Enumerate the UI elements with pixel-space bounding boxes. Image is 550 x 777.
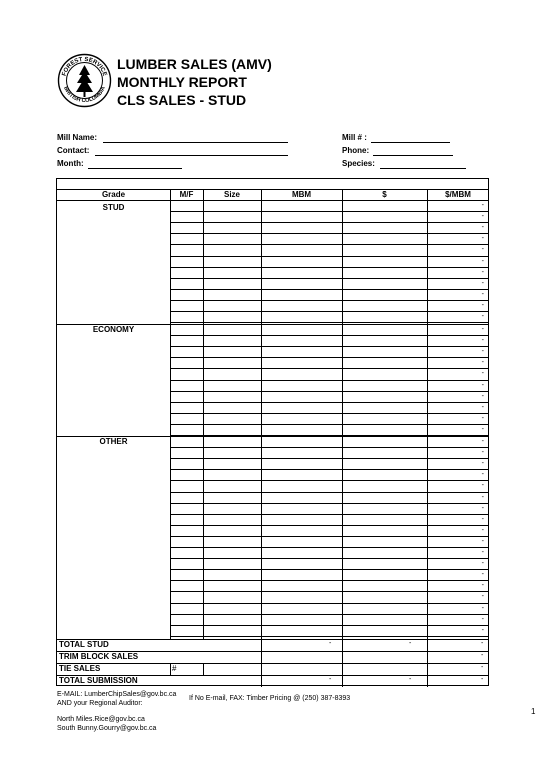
mill-number-field[interactable] — [371, 142, 450, 143]
totals-row-line — [57, 663, 488, 664]
row-line — [170, 335, 488, 336]
totals-row-line — [57, 675, 488, 676]
total-submission-label: TOTAL SUBMISSION — [59, 676, 138, 685]
row-line — [170, 458, 488, 459]
footer-south: South Bunny.Gourry@gov.bc.ca — [57, 725, 157, 732]
row-line — [170, 222, 488, 223]
dollars-per-mbm-cell[interactable]: - — [481, 313, 484, 320]
forest-service-logo — [57, 53, 112, 108]
totals-value-cell: - — [481, 676, 484, 683]
row-line — [170, 211, 488, 212]
mill-name-field[interactable] — [103, 142, 288, 143]
row-line — [170, 591, 488, 592]
row-line — [170, 525, 488, 526]
row-line — [170, 233, 488, 234]
row-line — [170, 480, 488, 481]
footer-email: E-MAIL: LumberChipSales@gov.bc.ca — [57, 691, 177, 698]
col-header-dollars-per-mbm: $/MBM — [445, 190, 471, 199]
row-line — [170, 267, 488, 268]
col-header-size: Size — [223, 190, 240, 199]
totals-column-divider — [342, 639, 343, 687]
row-line — [170, 357, 488, 358]
dollars-per-mbm-cell[interactable]: - — [481, 449, 484, 457]
footer-auditor: AND your Regional Auditor: — [57, 700, 143, 707]
row-line — [170, 547, 488, 548]
month-field[interactable] — [88, 168, 182, 169]
dollars-per-mbm-cell[interactable]: - — [481, 438, 484, 445]
row-line — [170, 300, 488, 301]
header-band-line — [57, 189, 488, 190]
dollars-per-mbm-cell[interactable]: - — [481, 482, 484, 490]
col-header-mbm: MBM — [291, 190, 312, 199]
row-line — [170, 413, 488, 414]
report-title — [117, 55, 272, 109]
row-line — [170, 391, 488, 392]
dollars-per-mbm-cell[interactable]: - — [481, 268, 484, 276]
dollars-per-mbm-cell[interactable]: - — [481, 337, 484, 345]
section-economy: ECONOMY — [92, 325, 135, 334]
section-other: OTHER — [99, 437, 128, 446]
row-line — [170, 447, 488, 448]
phone-label: Phone: — [342, 146, 370, 155]
row-line — [170, 469, 488, 470]
dollars-per-mbm-cell[interactable]: - — [481, 213, 484, 221]
totals-value-cell: - — [409, 640, 412, 647]
dollars-per-mbm-cell[interactable]: - — [481, 202, 484, 209]
row-line — [170, 492, 488, 493]
dollars-per-mbm-cell[interactable]: - — [481, 290, 484, 298]
row-line — [170, 402, 488, 403]
column-divider — [342, 189, 343, 639]
footer-fax: If No E-mail, FAX: Timber Pricing @ (250) 387-8393 — [189, 695, 351, 702]
row-line — [170, 368, 488, 369]
column-divider — [170, 189, 171, 639]
footer-north: North Miles.Rice@gov.bc.ca — [57, 716, 145, 723]
row-line — [170, 424, 488, 425]
totals-row-line — [57, 651, 488, 652]
dollars-per-mbm-cell[interactable]: - — [481, 381, 484, 389]
totals-value-cell: - — [481, 652, 484, 659]
section-divider — [57, 200, 488, 201]
row-line — [170, 569, 488, 570]
title-line-2: MONTHLY REPORT — [117, 74, 247, 90]
dollars-per-mbm-cell[interactable]: - — [481, 471, 484, 479]
logo-bottom-text: BRITISH COLUMBIA — [62, 85, 107, 105]
section-stud: STUD — [102, 203, 125, 212]
totals-value-cell: - — [481, 640, 484, 647]
col-header-grade: Grade — [101, 190, 126, 199]
row-line — [170, 514, 488, 515]
title-line-3: CLS SALES - STUD — [117, 92, 247, 108]
row-line — [170, 625, 488, 626]
dollars-per-mbm-cell[interactable]: - — [481, 279, 484, 287]
mill-name-label: Mill Name: — [57, 133, 98, 142]
column-divider — [203, 189, 204, 639]
mill-number-label: Mill # : — [342, 133, 367, 142]
dollars-per-mbm-cell[interactable]: - — [481, 571, 484, 579]
totals-column-divider — [170, 663, 171, 675]
dollars-per-mbm-cell[interactable]: - — [481, 348, 484, 356]
tie-sales-label: TIE SALES — [59, 664, 101, 673]
dollars-per-mbm-cell[interactable]: - — [481, 582, 484, 590]
totals-column-divider — [427, 639, 428, 687]
totals-column-divider — [203, 663, 204, 675]
row-line — [170, 289, 488, 290]
totals-value-cell: - — [329, 676, 332, 683]
row-line — [170, 278, 488, 279]
species-field[interactable] — [380, 168, 466, 169]
totals-value-cell: - — [329, 640, 332, 647]
row-line — [170, 380, 488, 381]
dollars-per-mbm-cell[interactable]: - — [481, 224, 484, 232]
tie-sales-hash: # — [172, 664, 177, 673]
trim-block-label: TRIM BLOCK SALES — [59, 652, 139, 661]
dollars-per-mbm-cell[interactable]: - — [481, 604, 484, 612]
dollars-per-mbm-cell[interactable]: - — [481, 246, 484, 254]
dollars-per-mbm-cell[interactable]: - — [481, 626, 484, 634]
phone-field[interactable] — [373, 155, 453, 156]
dollars-per-mbm-cell[interactable]: - — [481, 615, 484, 623]
totals-row-line — [57, 639, 488, 640]
row-line — [170, 636, 488, 637]
dollars-per-mbm-cell[interactable]: - — [481, 549, 484, 556]
col-header-dollars: $ — [382, 190, 387, 199]
contact-field[interactable] — [95, 155, 288, 156]
row-line — [170, 614, 488, 615]
row-line — [170, 603, 488, 604]
logo-top-text: FOREST SERVICE — [61, 56, 108, 77]
dollars-per-mbm-cell[interactable]: - — [481, 504, 484, 512]
dollars-per-mbm-cell[interactable]: - — [481, 257, 484, 265]
row-line — [170, 322, 488, 323]
column-divider — [427, 189, 428, 639]
totals-value-cell: - — [409, 676, 412, 683]
species-label: Species: — [342, 159, 375, 168]
dollars-per-mbm-cell[interactable]: - — [481, 560, 484, 568]
row-line — [170, 346, 488, 347]
dollars-per-mbm-cell[interactable]: - — [481, 593, 484, 601]
month-label: Month: — [57, 159, 84, 168]
dollars-per-mbm-cell[interactable]: - — [481, 370, 484, 378]
dollars-per-mbm-cell[interactable]: - — [481, 526, 484, 534]
page-number: 1 — [531, 707, 536, 716]
dollars-per-mbm-cell[interactable]: - — [481, 493, 484, 501]
section-divider — [57, 436, 488, 437]
dollars-per-mbm-cell[interactable]: - — [481, 301, 484, 309]
row-line — [170, 536, 488, 537]
section-divider — [57, 324, 488, 325]
totals-column-divider — [261, 639, 262, 687]
dollars-per-mbm-cell[interactable]: - — [481, 235, 484, 243]
row-line — [170, 558, 488, 559]
dollars-per-mbm-cell[interactable]: - — [481, 414, 484, 422]
sales-table — [56, 178, 489, 686]
row-line — [170, 580, 488, 581]
contact-label: Contact: — [57, 146, 90, 155]
col-header-mf: M/F — [179, 190, 194, 199]
row-line — [170, 311, 488, 312]
title-line-1: LUMBER SALES (AMV) — [117, 56, 272, 72]
total-stud-label: TOTAL STUD — [59, 640, 109, 649]
dollars-per-mbm-cell[interactable]: - — [481, 515, 484, 523]
dollars-per-mbm-cell[interactable]: - — [481, 359, 484, 367]
dollars-per-mbm-cell[interactable]: - — [481, 392, 484, 400]
row-line — [170, 244, 488, 245]
dollars-per-mbm-cell[interactable]: - — [481, 537, 484, 545]
dollars-per-mbm-cell[interactable]: - — [481, 326, 484, 333]
row-line — [170, 503, 488, 504]
dollars-per-mbm-cell[interactable]: - — [481, 425, 484, 433]
column-divider — [261, 189, 262, 639]
dollars-per-mbm-cell[interactable]: - — [481, 460, 484, 468]
totals-value-cell: - — [481, 664, 484, 671]
dollars-per-mbm-cell[interactable]: - — [481, 403, 484, 411]
row-line — [170, 256, 488, 257]
